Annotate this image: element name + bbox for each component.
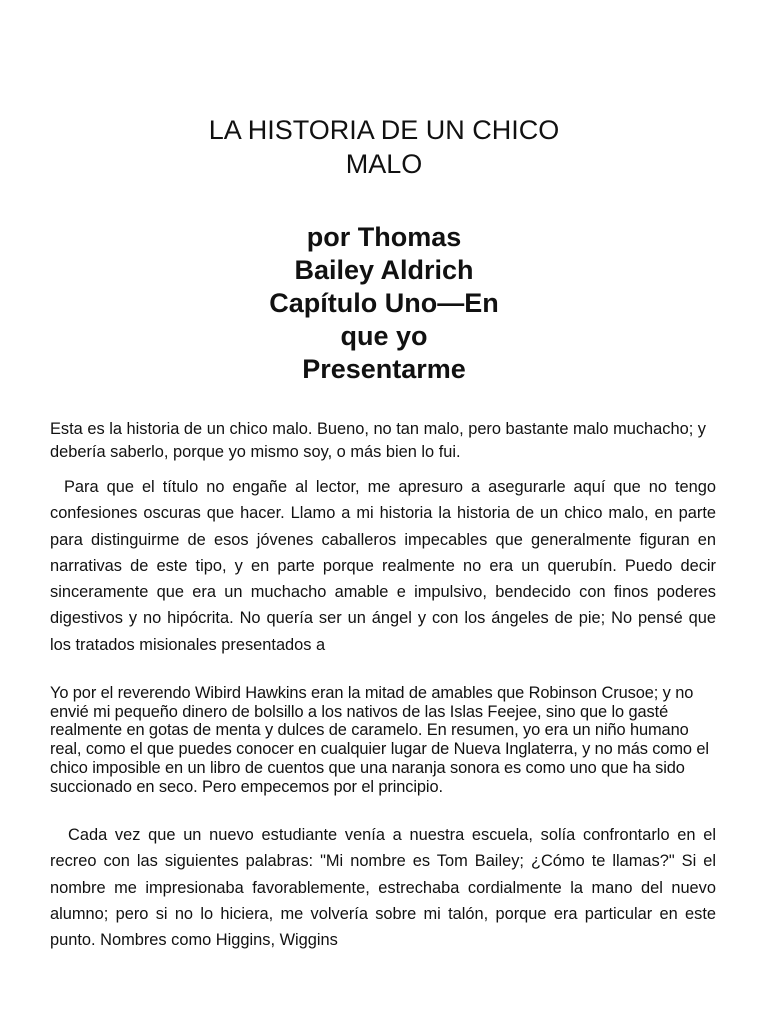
paragraph-intro: Esta es la historia de un chico malo. Bueno, no tan malo, pero bastante malo muchacho; y debería saberlo, porque yo mismo soy, o más bien lo fui. [50, 420, 707, 461]
heading-line: Presentarme [302, 354, 466, 384]
page-title [150, 113, 618, 181]
heading-line: Bailey Aldrich [294, 255, 474, 285]
title-line: LA HISTORIA DE UN CHICO [208, 115, 560, 145]
paragraph-new-student: Cada vez que un nuevo estudiante venía a nuestra escuela, solía confrontarlo en el recreo con las siguientes palabras: "Mi nombre es Tom Bailey; ¿Cómo te llamas?" Si el nombre me impresionaba favorablemente, estrechaba cordialmente la mano del nuevo alumno; pero si no lo hiciera, me volvería sobre mi talón, porque era particular en este punto. Nombres como Higgins, Wiggins [50, 826, 716, 950]
heading-line: Capítulo Uno—En [269, 288, 499, 318]
title-line: MALO [345, 149, 423, 179]
heading-line: que yo [340, 321, 428, 351]
paragraph-hawkins: Yo por el reverendo Wibird Hawkins eran la mitad de amables que Robinson Crusoe; y no envié mi pequeño dinero de bolsillo a los nativos de las Islas Feejee, sino que lo gasté realmente en gotas de menta y dulces de caramelo. En resumen, yo era un niño humano real, como el que puedes conocer en cualquier lugar de Nueva Inglaterra, y no más como el chico imposible en un libro de cuentos que una naranja sonora es como uno que ha sido succionado en seco. Pero empecemos por el principio. [50, 684, 709, 796]
heading-line: por Thomas [306, 222, 462, 252]
author-chapter-heading [200, 221, 568, 386]
paragraph-title-explanation: Para que el título no engañe al lector, me apresuro a asegurarle aquí que no tengo confesiones oscuras que hacer. Llamo a mi historia la historia de un chico malo, en parte para distinguirme de esos jóvenes caballeros impecables que generalmente figuran en narrativas de este tipo, y en parte porque realmente no era un querubín. Puedo decir sinceramente que era un muchacho amable e impulsivo, bendecido con finos poderes digestivos y no hipócrita. No quería ser un ángel y con los ángeles de pie; No pensé que los tratados misionales presentados a [50, 478, 716, 654]
